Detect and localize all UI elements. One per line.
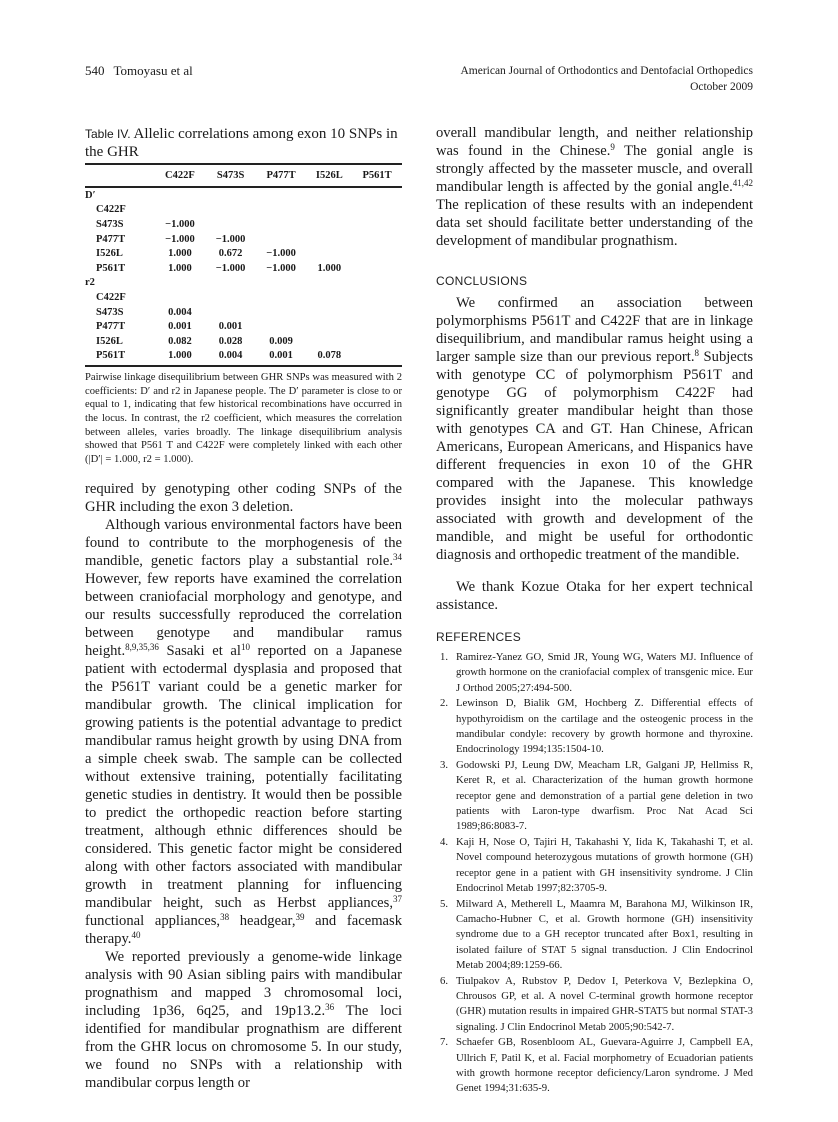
references-heading: REFERENCES	[436, 630, 522, 644]
table-cell	[352, 246, 402, 261]
reference-text: Schaefer GB, Rosenbloom AL, Guevara-Aguirre J, Campbell EA, Ullrich F, Patil K, et al. Facial morphometry of Ecuadorian patients with growth hormone receptor deficiency/Laron syndrome. J Med Genet 1994;31:635-9.	[456, 1036, 753, 1095]
text-run: The replication of these results with an independent data set should facilitate better understanding of the development of mandibular prognathism.	[436, 197, 753, 249]
table-cell	[306, 217, 352, 232]
reference-number: 1.	[440, 651, 449, 663]
column-header	[85, 164, 155, 187]
page-number: 540	[85, 63, 105, 78]
paragraph	[85, 516, 402, 948]
table-caption	[85, 125, 402, 161]
table-cell	[205, 305, 256, 320]
text-run: headgear,	[229, 913, 296, 930]
references-list	[436, 650, 753, 1097]
table-row	[85, 349, 402, 367]
row-label: P561T	[96, 262, 126, 274]
paragraph	[85, 948, 402, 1092]
reference-text: Godowski PJ, Leung DW, Meacham LR, Galgani JP, Hellmiss R, Keret R, et al. Characterization of the human growth hormone receptor gene and demonstration of a partial gene deletion in two patients with Laron-type dwarfism. Proc Nat Acad Sci 1989;86:8083-7.	[456, 758, 753, 833]
text-run: functional appliances,	[85, 913, 221, 930]
section-row	[85, 187, 402, 203]
table-cell: 0.001	[256, 349, 307, 367]
column-header: I526L	[315, 170, 343, 181]
citation-superscript: 40	[131, 930, 141, 941]
table-cell	[306, 305, 352, 320]
table-cell	[205, 290, 256, 305]
row-label: C422F	[96, 204, 126, 216]
reference-text: Kaji H, Nose O, Tajiri H, Takahashi Y, Iida K, Takahashi T, et al. Novel compound heterozygous mutations of growth hormone (GH) receptor gene in a patient with GH insensitivity syndrome. J Clin Endocrinol Metab 1997;82:3705-9.	[456, 835, 753, 895]
text-run: However, few reports have examined the correlation between craniofacial morphology and genotype, and our results successfully reproduced the correlation between genotype and mandibular ramus height.	[85, 571, 402, 660]
row-label: P561T	[85, 349, 155, 367]
table-cell	[306, 232, 352, 247]
table-row	[85, 319, 402, 334]
allelic-correlation-table	[85, 163, 402, 367]
reference-item	[436, 650, 753, 696]
column-header: C422F	[165, 170, 195, 181]
acknowledgement: We thank Kozue Otaka for her expert technical assistance.	[436, 579, 753, 613]
left-column-text	[85, 480, 402, 1092]
running-header-right	[460, 63, 753, 95]
table-label: Table IV.	[85, 127, 131, 141]
reference-item	[436, 1035, 753, 1097]
table-cell: 0.078	[306, 349, 352, 367]
table-cell: −1.000	[165, 233, 195, 245]
row-label: I526L	[96, 248, 123, 260]
table-cell	[256, 290, 307, 305]
right-column	[436, 124, 753, 1097]
table-cell: 0.672	[218, 248, 243, 260]
column-header: P561T	[362, 170, 392, 181]
table-body	[85, 187, 402, 366]
conclusions-heading: CONCLUSIONS	[436, 274, 528, 288]
citation-superscript: 10	[240, 642, 250, 653]
row-label: S473S	[96, 218, 124, 230]
reference-number: 7.	[440, 1036, 449, 1049]
table-cell	[306, 290, 352, 305]
citation-superscript: 36	[325, 1002, 335, 1013]
citation-superscript: 39	[295, 912, 305, 923]
table-cell: 1.000	[155, 349, 206, 367]
reference-number: 6.	[440, 974, 449, 987]
table-cell: −1.000	[215, 262, 246, 274]
table-cell: 1.000	[168, 248, 192, 260]
conclusions-text	[436, 294, 753, 564]
table-cell	[352, 349, 402, 367]
citation-superscript: 38	[220, 912, 230, 923]
paragraph	[436, 294, 753, 564]
table-cell: −1.000	[266, 262, 296, 274]
table-cell	[352, 217, 402, 232]
text-run: We confirmed an association between polymorphisms P561T and C422F that are in linkage disequilibrium, and mandibular ramus height using a larger sample size than our previous report.	[436, 295, 753, 365]
row-label: C422F	[96, 291, 126, 303]
text-run: reported on a Japanese patient with ectodermal dysplasia and proposed that the P561T variant could be a genetic marker for mandibular growth. The clinical implication for growing patients is the potential advantage to predict mandibular ramus height growth by using DNA from a simple cheek swab. The sample can be collected without extensive training, potentially facilitating genetic studies in dentistry. It would then be possible to predict the orthopedic reaction before starting treatment, although ethnic differences should be considered. This genetic factor might be considered along with other factors associated with mandibular growth in treatment planning for influencing mandibular height, such as Herbst appliances,	[85, 643, 402, 912]
citation-superscript: 8	[694, 348, 699, 358]
reference-text: Milward A, Metherell L, Maamra M, Barahona MJ, Wilkinson IR, Camacho-Hubner C, et al. Growth hormone (GH) insensitivity syndrome due to a GH receptor truncated after Box1, resulting in isolated failure of STAT 5 signal transduction. J Clin Endocrinol Metab 2004;89:1259-66.	[456, 897, 753, 972]
reference-number: 5.	[440, 897, 449, 910]
table-cell	[352, 334, 402, 349]
row-label: S473S	[96, 306, 124, 318]
citation-superscript: 34	[393, 552, 402, 563]
left-column	[85, 125, 402, 1092]
citation-superscript: 41,42	[732, 178, 753, 188]
table-cell: 0.028	[218, 335, 243, 347]
reference-number: 4.	[440, 835, 449, 848]
text-run: required by genotyping other coding SNPs of the GHR including the exon 3 deletion.	[85, 481, 402, 516]
table-cell	[352, 261, 402, 276]
issue-date: October 2009	[690, 81, 753, 93]
table-cell	[352, 290, 402, 305]
paragraph	[85, 480, 402, 516]
text-run: overall mandibular length, and neither relationship was found in the Chinese.	[436, 125, 753, 159]
reference-number: 2.	[440, 697, 449, 710]
table-header-row	[85, 164, 402, 187]
table-cell	[155, 290, 206, 305]
column-header: S473S	[216, 170, 245, 181]
table-row	[85, 334, 402, 349]
table-cell: 0.001	[218, 321, 243, 333]
table-cell: −1.000	[165, 218, 195, 230]
table-footnote: Pairwise linkage disequilibrium between GHR SNPs was measured with 2 coefficients: D′ and r2 in Japanese people. The D′ parameter is close to or equal to 1, indicating that few historical recombinations have occurred in the locus. In contrast, the r2 coefficient, which measures the correlation between alleles, varies broadly. The linkage disequilibrium analysis showed that P561 T and C422F were completely linked with each other (|D′| = 1.000, r2 = 1.000).	[85, 372, 402, 465]
table-cell: 0.001	[168, 321, 192, 333]
table-cell	[155, 203, 206, 218]
reference-item	[436, 835, 753, 897]
right-column-text	[436, 124, 753, 250]
table-cell	[205, 217, 256, 232]
table-cell	[256, 319, 307, 334]
table-cell: 0.004	[205, 349, 256, 367]
section-label: D′	[85, 189, 96, 201]
table-cell	[256, 217, 307, 232]
citation-superscript: 8,9,35,36	[125, 642, 159, 653]
row-label: P477T	[96, 321, 126, 333]
text-run: The gonial angle is strongly affected by the masseter muscle, and overall mandibular length is affected by the gonial angle.	[436, 143, 753, 195]
running-authors: Tomoyasu et al	[113, 63, 193, 78]
text-run: and facemask therapy.	[85, 913, 402, 948]
table-row	[85, 232, 402, 247]
table-row	[85, 203, 402, 218]
journal-name: American Journal of Orthodontics and Dentofacial Orthopedics	[460, 65, 753, 77]
table-row	[85, 217, 402, 232]
table-cell	[306, 334, 352, 349]
reference-text: Tiulpakov A, Rubstov P, Dedov I, Peterkova V, Bezlepkina O, Chrousos GP, et al. A novel C-terminal growth hormone receptor (GHR) mutation results in impaired GHR-STAT5 but normal STAT-3 signaling. J Clin Endocrinol Metab 2005;90:542-7.	[456, 974, 753, 1033]
table-cell	[352, 319, 402, 334]
text-run: We reported previously a genome-wide linkage analysis with 90 Asian sibling pairs with mandibular prognathism and mapped 3 chromosomal loci, including 1p36, 6q25, and 19p13.2.	[85, 949, 402, 1020]
table-cell: 1.000	[168, 262, 192, 274]
section-label: r2	[85, 277, 95, 289]
table-cell	[306, 319, 352, 334]
reference-item	[436, 974, 753, 1036]
row-label: P477T	[96, 233, 126, 245]
text-run: Sasaki et al	[158, 643, 241, 660]
table-cell: −1.000	[215, 233, 246, 245]
running-header-left	[85, 63, 193, 79]
table-cell	[352, 203, 402, 218]
table-cell	[306, 246, 352, 261]
table-cell	[352, 232, 402, 247]
reference-text: Lewinson D, Bialik GM, Hochberg Z. Differential effects of hypothyroidism on the cartilage and the osteogenic process in the mandibular condyle: recovery by growth hormone and thyroxine. Endocrinology 1994;135:1504-10.	[456, 697, 753, 756]
table-cell: 0.082	[168, 335, 192, 347]
paragraph	[436, 124, 753, 250]
table-cell	[256, 203, 307, 218]
reference-text: Ramirez-Yanez GO, Smid JR, Young WG, Waters MJ. Influence of growth hormone on the craniofacial complex of transgenic mice. Eur J Orthod 2005;27:494-500.	[456, 651, 753, 694]
table-cell	[256, 232, 307, 247]
table-cell: 0.009	[269, 335, 293, 347]
text-run: The loci identified for mandibular prognathism are different from the GHR locus on chromosome 5. In our study, we found no SNPs with a relationship with mandibular corpus length or	[85, 1003, 402, 1092]
table-cell	[352, 305, 402, 320]
table-row	[85, 290, 402, 305]
table-row	[85, 246, 402, 261]
table-row	[85, 305, 402, 320]
citation-superscript: 9	[610, 142, 615, 152]
reference-item	[436, 897, 753, 974]
reference-item	[436, 696, 753, 758]
table-title: Allelic correlations among exon 10 SNPs in the GHR	[85, 126, 398, 160]
table-row	[85, 261, 402, 276]
reference-number: 3.	[440, 758, 449, 771]
table-cell: −1.000	[266, 248, 296, 260]
table-cell: 1.000	[317, 262, 342, 274]
text-run: Although various environmental factors have been found to contribute to the morphogenesis of the mandible, genetic factors play a substantial role.	[85, 517, 402, 570]
section-row	[85, 276, 402, 291]
table-cell	[256, 305, 307, 320]
citation-superscript: 37	[393, 894, 402, 905]
table-cell	[306, 203, 352, 218]
reference-item	[436, 758, 753, 835]
column-header: P477T	[266, 170, 296, 181]
table-cell	[205, 203, 256, 218]
row-label: I526L	[96, 335, 123, 347]
text-run: Subjects with genotype CC of polymorphism P561T and genotype GG of polymorphism C422F had significantly greater mandibular height than those with genotypes CA and GT. Han Chinese, African Americans, European Americans, and Hispanics have different frequencies in exon 10 of the GHR compared with the Japanese. This knowledge provides insight into the molecular pathways associated with growth and development of the mandible, and might be useful for orthodontic diagnosis and orthopedic treatment of the mandible.	[436, 349, 753, 563]
table-cell: 0.004	[168, 306, 192, 318]
